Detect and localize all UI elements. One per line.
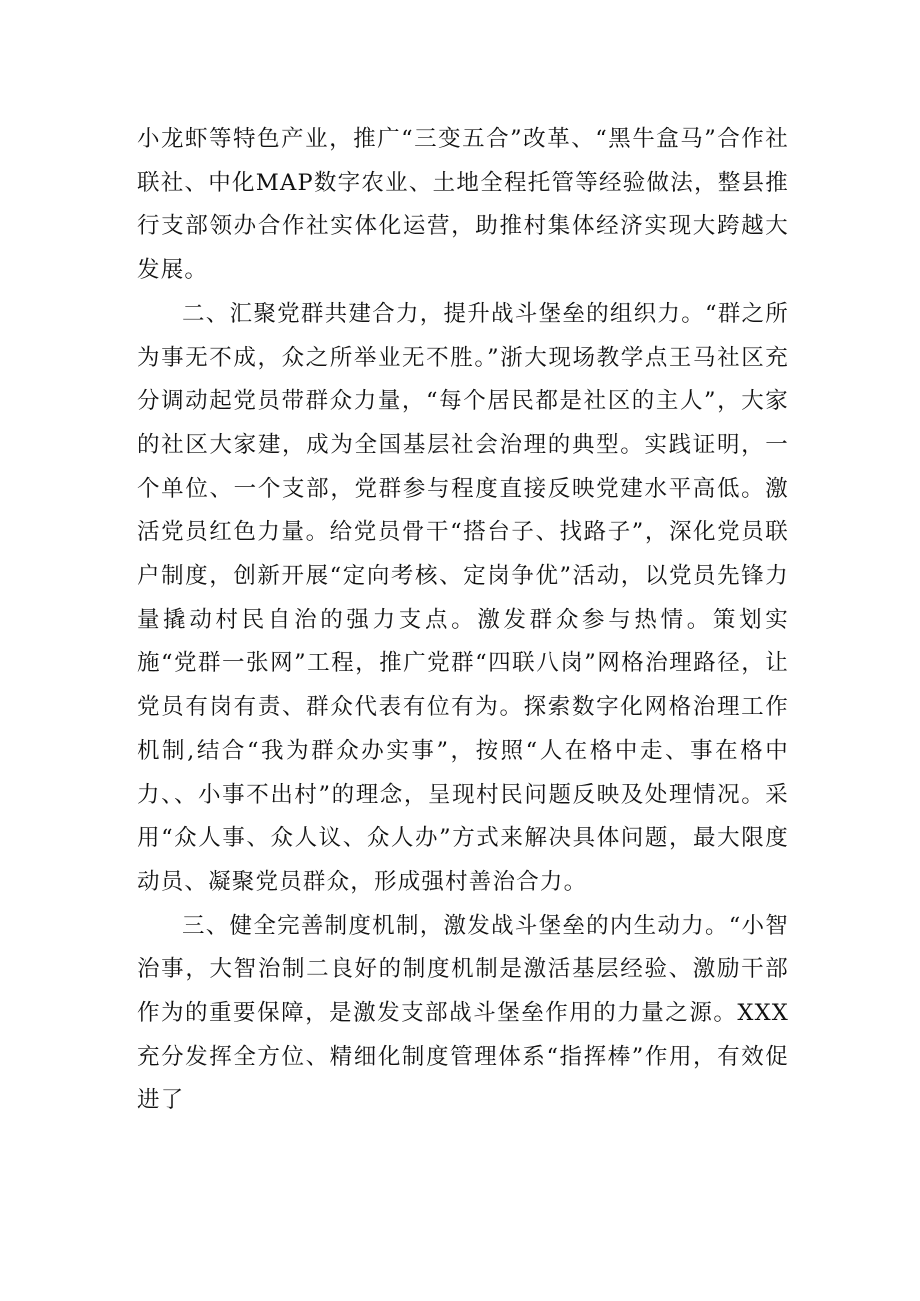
paragraph-section-three: 三、健全完善制度机制，激发战斗堡垒的内生动力。“小智治事，大智治制二良好的制度机制是激活基层经验、激励干部作为的重要保障，是激发支部战斗堡垒作用的力量之源。XXX充分发挥全方位、精细化制度管理体系“指挥棒”作用，有效促进了: [137, 912, 789, 1114]
paragraph-section-two: 二、汇聚党群共建合力，提升战斗堡垒的组织力。“群之所为事无不成，众之所举业无不胜。”浙大现场教学点王马社区充分调动起党员带群众力量，“每个居民都是社区的主人”，大家的社区大家建，成为全国基层社会治理的典型。实践证明，一个单位、一个支部，党群参与程度直接反映党建水平高低。激活党员红色力量。给党员骨干“搭台子、找路子”，深化党员联户制度，创新开展“定向考核、定岗争优”活动，以党员先锋力量撬动村民自治的强力支点。激发群众参与热情。策划实施“党群一张网”工程，推广党群“四联八岗”网格治理路径，让党员有岗有责、群众代表有位有为。探索数字化网格治理工作机制,结合“我为群众办实事”，按照“人在格中走、事在格中力、、小事不出村”的理念，呈现村民问题反映及处理情况。采用“众人事、众人议、众人办”方式来解决具体问题，最大限度动员、凝聚党员群众，形成强村善治合力。: [137, 300, 789, 895]
paragraph-continuation: 小龙虾等特色产业，推广“三变五合”改革、“黑牛盒马”合作社联社、中化MAP数字农业、土地全程托管等经验做法，整县推行支部领办合作社实体化运营，助推村集体经济实现大跨越大发展。: [137, 126, 789, 284]
document-body: [137, 118, 789, 1123]
